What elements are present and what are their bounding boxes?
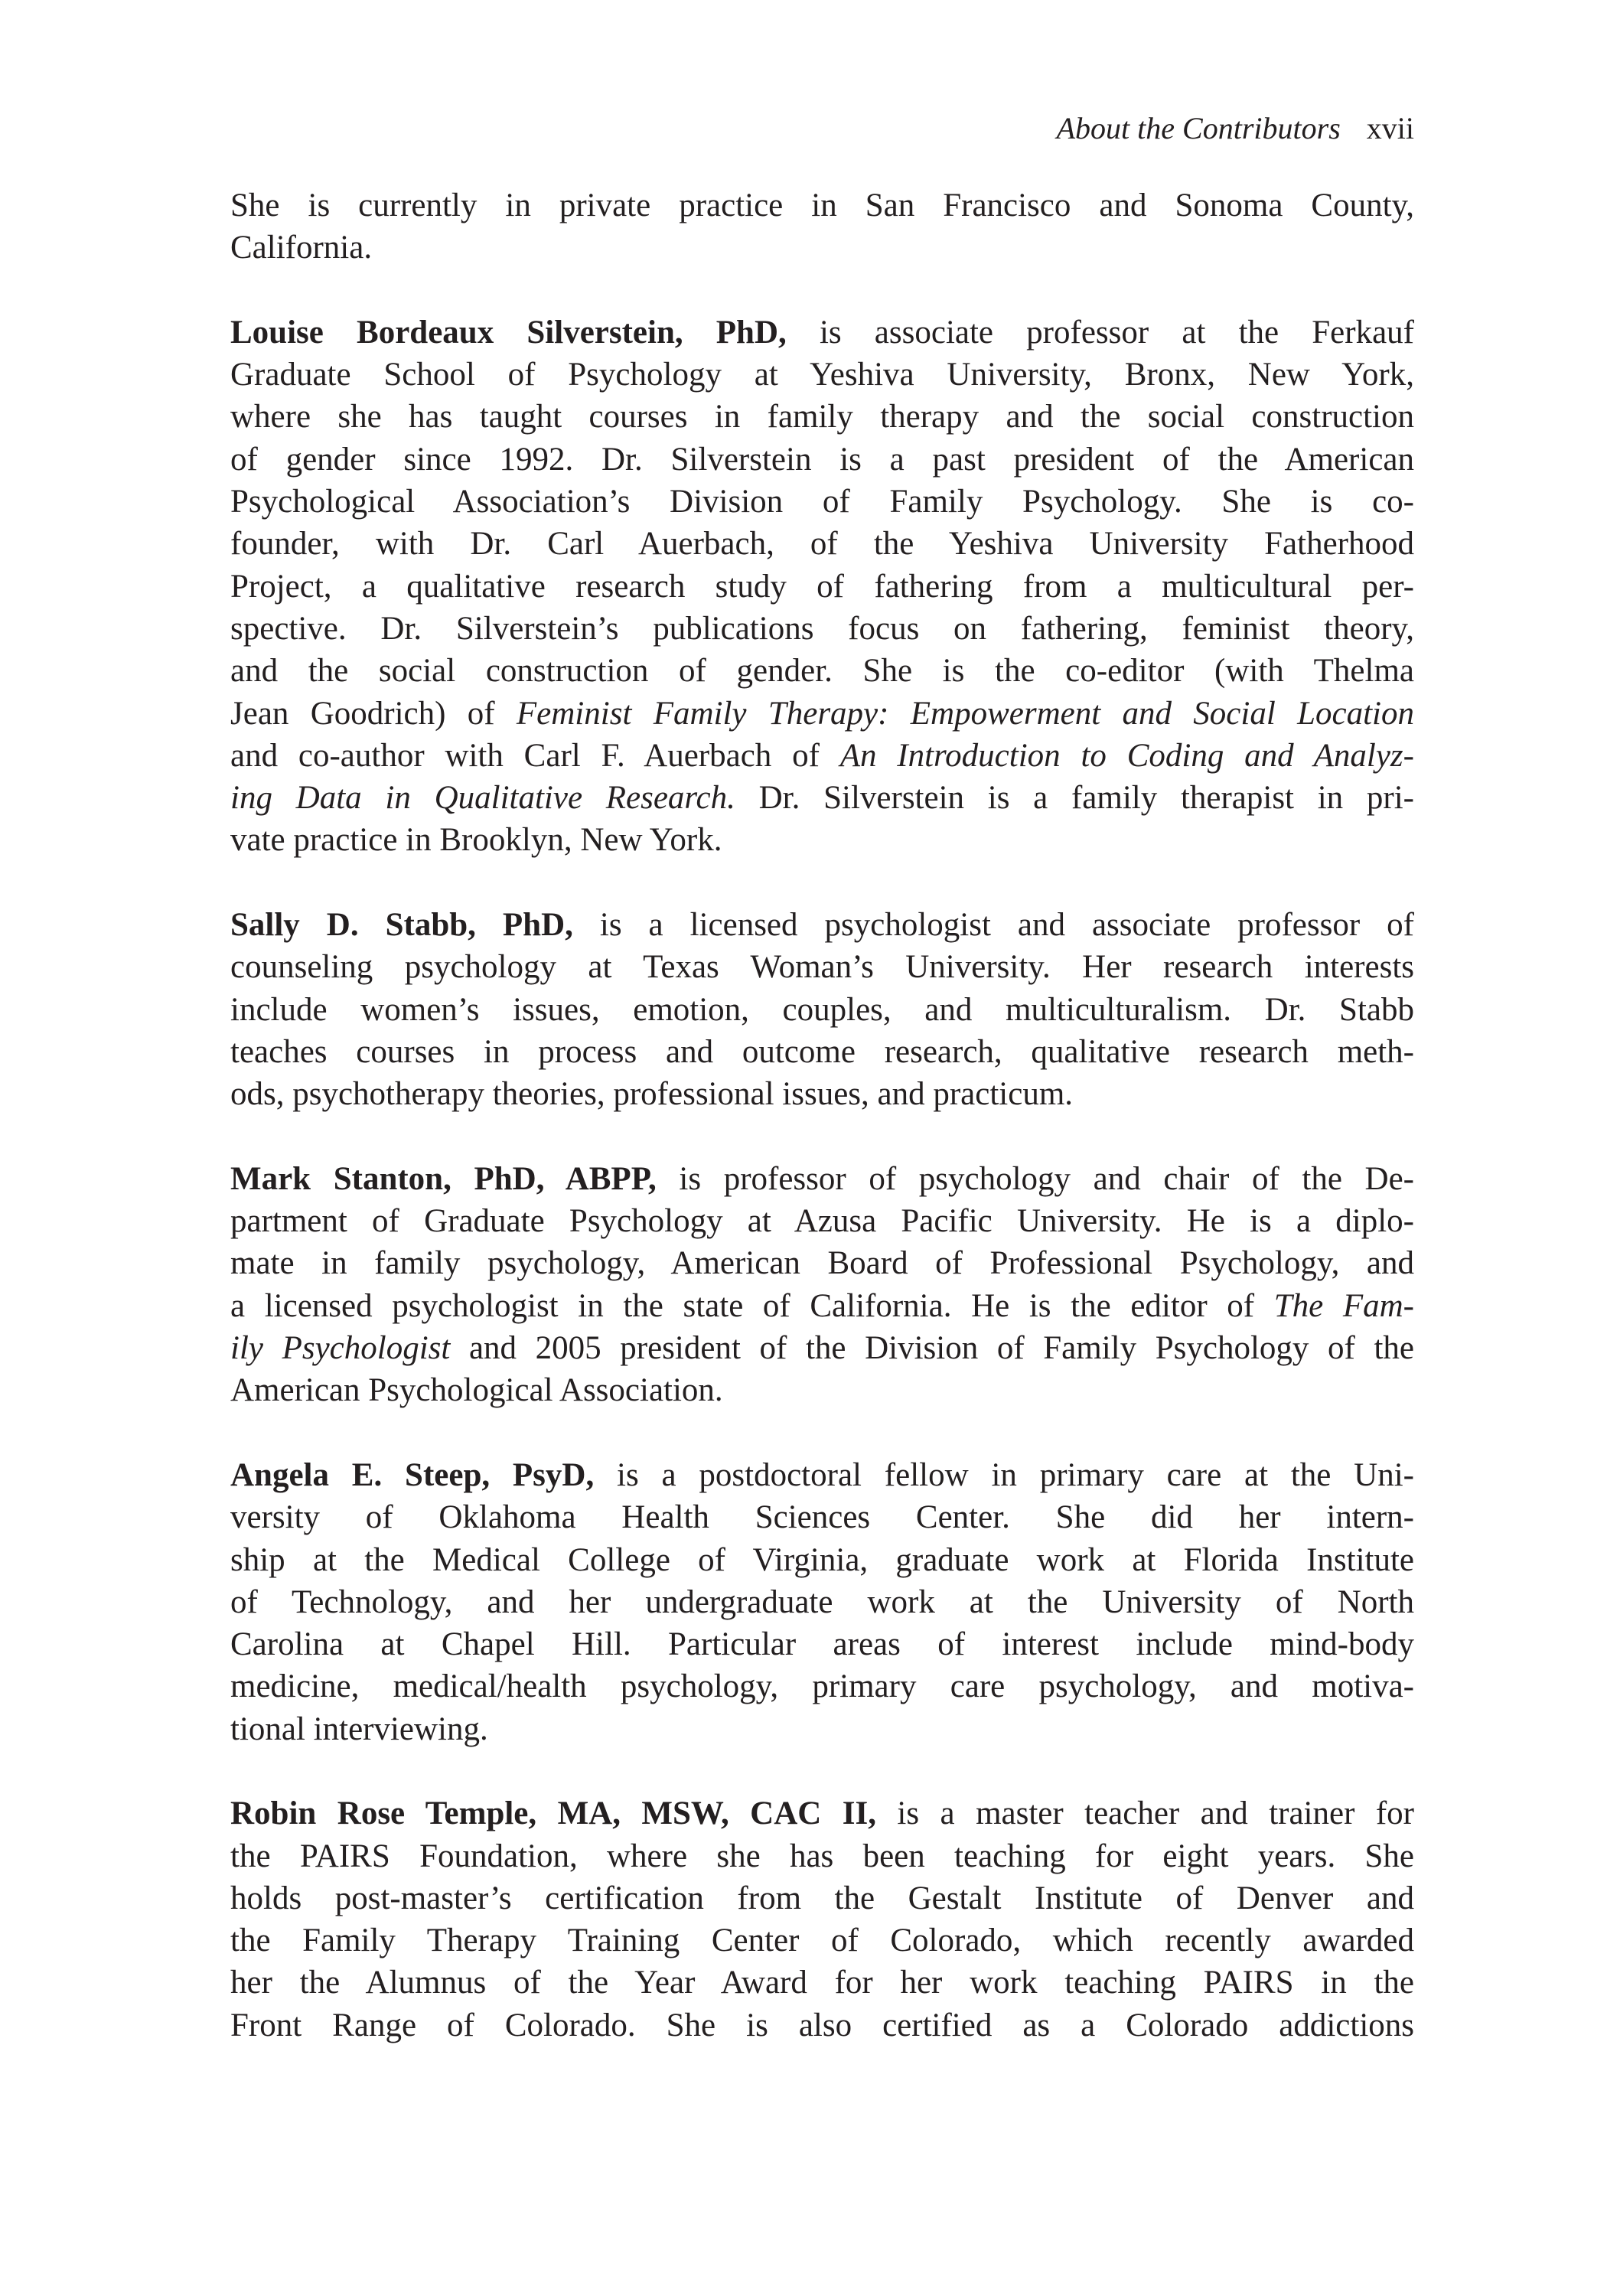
contributor-paragraph (230, 1454, 1414, 1750)
text-line (230, 1919, 1414, 1962)
text-segment: ship at the Medical College of Virginia, graduate work at Florida Institute (230, 1541, 1414, 1578)
text-segment: partment of Graduate Psychology at Azusa Pacific University. He is a diplo- (230, 1203, 1414, 1240)
text-line (230, 566, 1414, 608)
text-line (230, 1369, 1414, 1411)
text-segment: is professor of psychology and chair of the De- (656, 1160, 1415, 1197)
text-segment: where she has taught courses in family therapy and the social construction (230, 399, 1414, 435)
text-line (230, 311, 1414, 354)
text-segment: medicine, medical/health psychology, primary care psychology, and motiva- (230, 1668, 1414, 1705)
contributor-name: Mark Stanton, PhD, ABPP, (230, 1160, 657, 1197)
text-line (230, 481, 1414, 523)
text-line (230, 989, 1414, 1031)
text-segment: counseling psychology at Texas Woman’s University. Her research interests (230, 949, 1414, 986)
text-segment: is a licensed psychologist and associate professor of (572, 907, 1414, 944)
text-segment: of Technology, and her undergraduate work at the University of North (230, 1583, 1414, 1620)
text-segment: the PAIRS Foundation, where she has been teaching for eight years. She (230, 1838, 1414, 1874)
text-segment: California. (230, 230, 373, 266)
text-line (230, 1623, 1414, 1665)
text-segment: and 2005 president of the Division of Family Psychology of the (450, 1330, 1414, 1367)
text-line (230, 1539, 1414, 1581)
text-line (230, 1200, 1414, 1242)
text-segment: She is currently in private practice in San Francisco and Sonoma County, (230, 188, 1414, 223)
contributor-paragraph (230, 1792, 1414, 2047)
text-line (230, 735, 1414, 777)
text-segment: spective. Dr. Silverstein’s publications focus on fathering, feminist theory, (230, 610, 1414, 647)
text-segment: is associate professor at the Ferkauf (786, 314, 1414, 351)
text-line (230, 523, 1414, 565)
text-segment: and co-author with Carl F. Auerbach of (230, 737, 840, 774)
text-line (230, 1031, 1414, 1073)
text-line (230, 1835, 1414, 1877)
contributor-name: Robin Rose Temple, MA, MSW, CAC II, (230, 1795, 876, 1832)
text-segment: teaches courses in process and outcome research, qualitative research meth- (230, 1033, 1414, 1070)
text-line (230, 1708, 1414, 1750)
text-line (230, 1073, 1414, 1115)
book-title: An Introduction to Coding and Analyz- (839, 737, 1414, 774)
running-header (1057, 107, 1414, 150)
text-line (230, 693, 1414, 735)
contributor-paragraph (230, 184, 1414, 269)
text-line (230, 819, 1414, 861)
text-segment: her the Alumnus of the Year Award for her work teaching PAIRS in the (230, 1965, 1414, 2001)
contributor-paragraph (230, 904, 1414, 1115)
contributor-name: Angela E. Steep, PsyD, (230, 1456, 595, 1493)
text-segment: tional interviewing. (230, 1711, 488, 1747)
text-line (230, 184, 1414, 227)
text-line (230, 1581, 1414, 1623)
text-segment: of gender since 1992. Dr. Silverstein is a past president of the American (230, 441, 1414, 478)
text-segment: founder, with Dr. Carl Auerbach, of the Yeshiva University Fatherhood (230, 526, 1414, 563)
text-line (230, 439, 1414, 481)
text-segment: Front Range of Colorado. She is also certified as a Colorado addictions (230, 2007, 1414, 2043)
text-line (230, 608, 1414, 650)
book-title: Feminist Family Therapy: Empowerment and Social Location (516, 695, 1414, 732)
text-segment: Psychological Association’s Division of Family Psychology. She is co- (230, 484, 1414, 520)
contributor-name: Louise Bordeaux Silverstein, PhD, (230, 314, 787, 351)
text-line (230, 1242, 1414, 1284)
book-title: The Fam- (1273, 1287, 1415, 1324)
text-line (230, 1158, 1414, 1200)
contributor-paragraph (230, 311, 1414, 862)
text-segment: Dr. Silverstein is a family therapist in pri- (735, 780, 1414, 817)
text-line (230, 227, 1414, 269)
text-line (230, 1285, 1414, 1327)
text-segment: Carolina at Chapel Hill. Particular areas of interest include mind-body (230, 1626, 1414, 1663)
text-segment: mate in family psychology, American Board of Professional Psychology, and (230, 1245, 1414, 1282)
text-segment: include women’s issues, emotion, couples, and multiculturalism. Dr. Stabb (230, 991, 1414, 1028)
contributor-paragraph (230, 1158, 1414, 1412)
text-line (230, 1665, 1414, 1707)
book-title: ing Data in Qualitative Research. (230, 780, 735, 817)
text-line (230, 396, 1414, 438)
text-segment: a licensed psychologist in the state of California. He is the editor of (230, 1287, 1274, 1324)
text-line (230, 650, 1414, 692)
text-line (230, 1792, 1414, 1835)
text-line (230, 1877, 1414, 1919)
text-line (230, 946, 1414, 988)
text-line (230, 2004, 1414, 2047)
text-segment: vate practice in Brooklyn, New York. (230, 822, 722, 859)
page-number: xvii (1366, 111, 1414, 145)
contributors-text (230, 184, 1414, 2089)
text-line (230, 1327, 1414, 1369)
book-title: ily Psychologist (230, 1330, 451, 1367)
text-segment: and the social construction of gender. She is the co-editor (with Thelma (230, 653, 1414, 690)
text-line (230, 1454, 1414, 1496)
text-segment: American Psychological Association. (230, 1372, 723, 1409)
text-line (230, 354, 1414, 396)
text-line (230, 1496, 1414, 1538)
contributor-name: Sally D. Stabb, PhD, (230, 907, 573, 944)
text-segment: holds post-master’s certification from the Gestalt Institute of Denver and (230, 1880, 1414, 1916)
text-segment: Graduate School of Psychology at Yeshiva University, Bronx, New York, (230, 357, 1414, 393)
section-title: About the Contributors (1056, 111, 1341, 145)
text-line (230, 777, 1414, 819)
text-segment: the Family Therapy Training Center of Colorado, which recently awarded (230, 1923, 1414, 1959)
text-segment: versity of Oklahoma Health Sciences Center. She did her intern- (230, 1499, 1414, 1536)
text-segment: is a postdoctoral fellow in primary care at the Uni- (594, 1456, 1414, 1493)
text-segment: is a master teacher and trainer for (875, 1795, 1414, 1832)
text-segment: ods, psychotherapy theories, professional issues, and practicum. (230, 1076, 1074, 1113)
text-segment: Jean Goodrich) of (230, 695, 517, 732)
text-segment: Project, a qualitative research study of fathering from a multicultural per- (230, 568, 1414, 605)
text-line (230, 904, 1414, 946)
text-line (230, 1962, 1414, 2004)
